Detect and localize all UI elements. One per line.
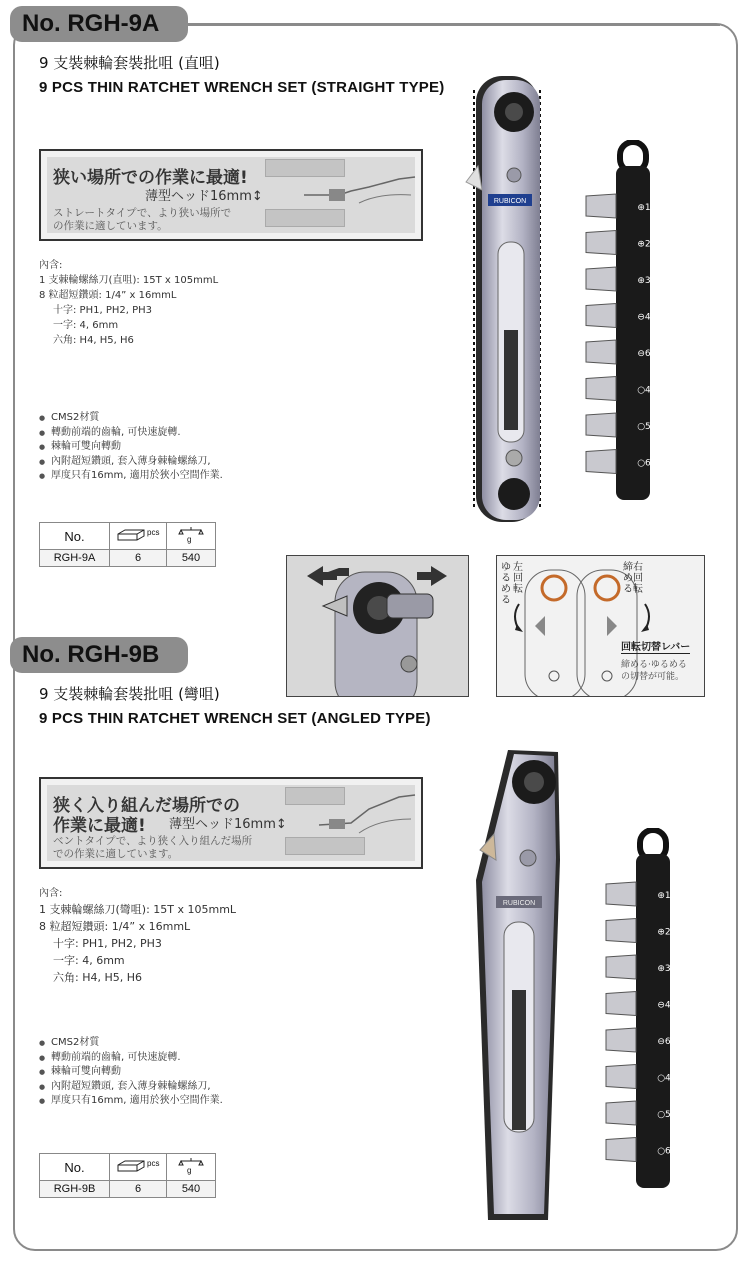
spec-item: 一字: 4, 6mm [53,954,125,967]
pcs-icon [110,1154,167,1181]
spec-heading: 內含: [39,260,63,271]
bit-7 [606,1101,636,1125]
bullet-item: ● 內附超短鑽頭, 套入薄身棘輪螺絲刀, [39,455,223,470]
table-weight: 540 [167,550,216,567]
bullet-item: ● 內附超短鑽頭, 套入薄身棘輪螺絲刀, [39,1080,223,1095]
jp-head-diagram-bottom [285,837,365,855]
lever-note-line2: の切替が可能。 [621,672,685,682]
spec-item: 一字: 4, 6mm [53,320,119,331]
table-pcs: 6 [110,1181,167,1198]
model-tab-rgh-9b: No. RGH-9B [10,637,188,673]
bit-label-1: ⊕1 [657,891,671,901]
japanese-feature-box-b [39,777,423,869]
japanese-feature-box-a [39,149,423,241]
pcs-unit: pcs [147,527,160,537]
bit-4 [586,304,616,328]
left-rotate-label: 左回転 [513,562,523,595]
lever-note-line1: 締める·ゆるめる [621,660,687,670]
bit-label-6: ○4 [657,1073,671,1084]
bit-label-2: ⊕2 [637,239,651,250]
bullet-item: ● CMS2材質 [39,1036,223,1051]
table-model: RGH-9A [40,550,110,567]
bullet-item-continued: ● 厚度只有16mm, 適用於狹小空間作業. [39,469,223,484]
bit-label-8: ○6 [657,1146,671,1157]
left-rotate-sub: ゆるめる [501,562,511,606]
spec-table-b [39,1153,216,1198]
spec-item: 十字: PH1, PH2, PH3 [53,937,162,950]
title-english-b: 9 PCS THIN RATCHET WRENCH SET (ANGLED TYPE) [39,710,431,727]
bit-label-7: ○5 [657,1110,671,1120]
table-model: RGH-9B [40,1181,110,1198]
ratchet-head-illustration [287,556,469,697]
bit-label-8: ○6 [637,458,651,469]
bit-3 [586,267,616,291]
scale-icon [167,1154,216,1181]
bit-holder-b-image [602,828,682,1193]
bit-label-5: ⊖6 [657,1037,671,1047]
pcs-icon [110,523,167,550]
brand-text: RUBICON [493,198,527,205]
pcs-unit: pcs [147,1158,160,1168]
feature-bullets-b [39,1036,223,1109]
hand-sketch-icon [299,789,419,837]
bullet-item: ● 轉動前端的齒輪, 可快速旋轉. [39,426,223,441]
spec-item: 六角: H4, H5, H6 [53,335,134,346]
bullet-item: ● CMS2材質 [39,411,223,426]
bullet-item: ● 轉動前端的齒輪, 可快速旋轉. [39,1051,223,1066]
bit-3 [606,955,636,979]
spec-item: 1 支棘輪螺絲刀(彎咀): 15T x 105mmL [39,903,237,916]
table-header-no: No. [40,523,110,550]
jp-desc-line1: ストレートタイプで、より狭い場所で [53,207,232,219]
table-weight: 540 [167,1181,216,1198]
bit-label-1: ⊕1 [637,203,651,213]
table-header-no: No. [40,1154,110,1181]
bit-8 [586,450,616,474]
bit-5 [606,1028,636,1052]
jp-headline: 狭い場所での作業に最適! [53,168,248,188]
jp-thin-head: 薄型ヘッド16mm↕ [169,817,287,832]
bit-label-2: ⊕2 [657,927,671,938]
ratchet-head-photo [286,555,469,697]
spec-item: 六角: H4, H5, H6 [53,971,142,984]
title-english-a: 9 PCS THIN RATCHET WRENCH SET (STRAIGHT TYPE) [39,79,445,96]
bit-label-7: ○5 [637,422,651,432]
bit-holder-body [636,854,670,1188]
direction-diagram [496,555,705,697]
specs-list-a [39,258,218,348]
bullet-item: ● 棘輪可雙向轉動 [39,1065,223,1080]
bit-label-3: ⊕3 [637,276,651,286]
right-rotate-sub: 締める [623,562,633,595]
title-chinese-a: 9 支裝棘輪套裝批咀 (直咀) [39,54,220,72]
jp-headline-2: 作業に最適! [53,816,146,836]
tab-connector-line-a [180,24,720,26]
bit-2 [586,231,616,255]
spec-item: 8 粒超短鑽頭: 1/4” x 16mmL [39,920,191,933]
g-unit: g [187,534,192,544]
table-pcs: 6 [110,550,167,567]
bit-holder-body [616,166,650,500]
bit-6 [606,1065,636,1089]
ratchet-wrench-straight-image [462,70,552,530]
bit-8 [606,1138,636,1162]
spec-heading: 內含: [39,888,63,899]
title-chinese-b: 9 支裝棘輪套裝批咀 (彎咀) [39,685,220,703]
jp-desc-line2: の作業に適しています。 [53,220,168,232]
bit-1 [586,194,616,218]
spec-item: 8 粒超短鑽頭: 1/4” x 16mmL [39,290,177,301]
lever-label: 回転切替レバー [621,638,690,654]
bit-2 [606,919,636,943]
bullet-item-continued: ● 厚度只有16mm, 適用於狹小空間作業. [39,1094,223,1109]
hand-sketch-icon [299,173,419,213]
jp-thin-head: 薄型ヘッド16mm↕ [145,189,263,204]
bullet-item: ● 棘輪可雙向轉動 [39,440,223,455]
spec-table-a [39,522,216,567]
g-unit: g [187,1165,192,1175]
spec-item: 十字: PH1, PH2, PH3 [53,305,152,316]
bit-4 [606,992,636,1016]
bit-6 [586,377,616,401]
right-rotate-label: 右回転 [633,562,643,595]
jp-desc-line2: での作業に適しています。 [53,848,179,860]
bit-holder-a-image [582,140,662,505]
specs-list-b [39,886,236,986]
scale-icon [167,523,216,550]
bit-label-5: ⊖6 [637,349,651,359]
brand-text: RUBICON [502,900,536,907]
model-tab-rgh-9a: No. RGH-9A [10,6,188,42]
bit-7 [586,413,616,437]
bit-label-4: ⊖4 [657,1000,671,1011]
feature-bullets-a [39,411,223,484]
ratchet-wrench-angled-image [468,740,568,1235]
bit-5 [586,340,616,364]
bit-label-4: ⊖4 [637,312,651,323]
bit-label-3: ⊕3 [657,964,671,974]
jp-headline: 狭く入り組んだ場所での [53,796,240,816]
jp-desc-line1: ベントタイプで、より狭く入り組んだ場所 [53,835,253,847]
spec-item: 1 支棘輪螺絲刀(直咀): 15T x 105mmL [39,275,219,286]
bit-1 [606,882,636,906]
bit-label-6: ○4 [637,385,651,396]
